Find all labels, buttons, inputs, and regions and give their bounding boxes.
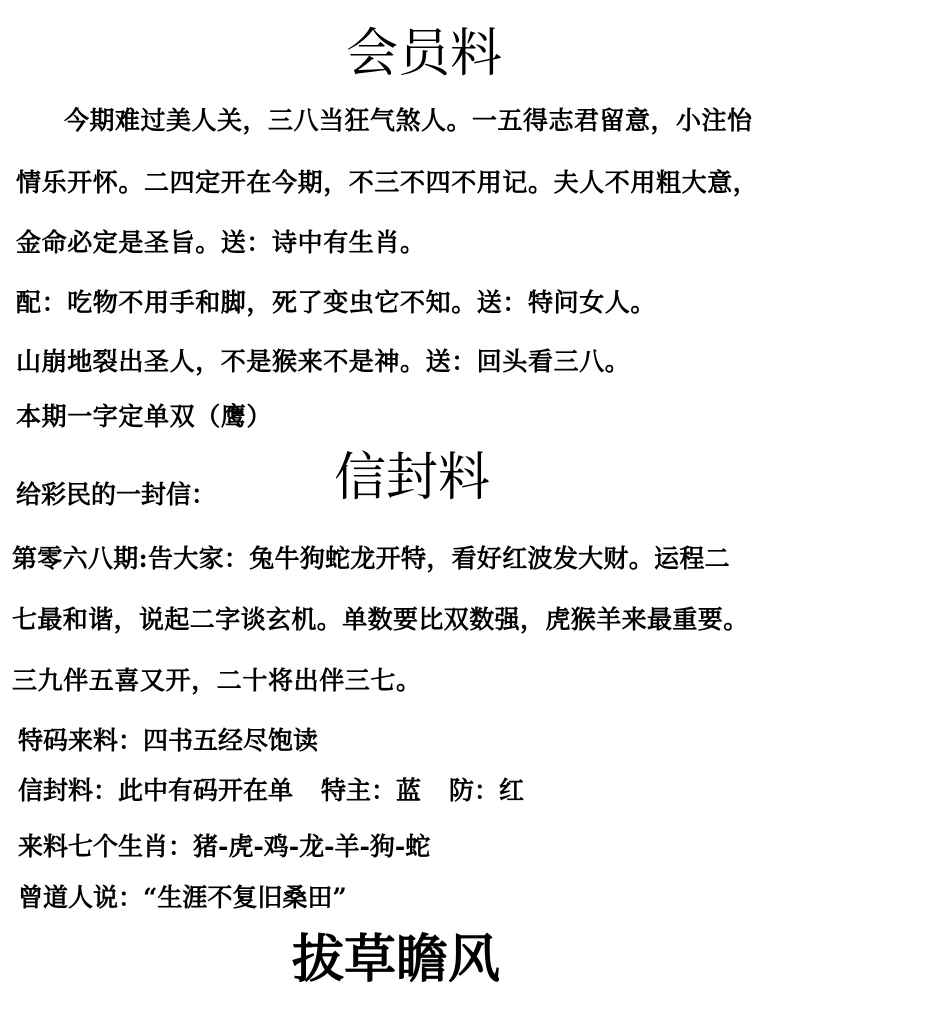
- section-title-xinfeng: 信封料: [334, 448, 491, 508]
- text-line: 七最和谐，说起二字谈玄机。单数要比双数强，虎猴羊来最重要。: [12, 605, 749, 634]
- xinfeng-line: [18, 776, 524, 806]
- text-line: 今期难过美人关，三八当狂气煞人。一五得志君留意，小注怡: [64, 106, 753, 135]
- text-line: 金命必定是圣旨。送：诗中有生肖。: [16, 228, 426, 257]
- letter-intro: 给彩民的一封信：: [16, 480, 217, 509]
- fang-text: 防：红: [449, 776, 525, 805]
- text-line: 本期一字定单双（鹰）: [16, 402, 273, 431]
- daoren-line: 曾道人说：“生涯不复旧桑田”: [18, 883, 347, 912]
- text-line: 三九伴五喜又开，二十将出伴三七。: [12, 666, 422, 695]
- footer-title: 拔草瞻风: [292, 930, 501, 990]
- xinfeng-text: 信封料：此中有码开在单: [18, 776, 294, 805]
- text-line: 山崩地裂出圣人，不是猴来不是神。送：回头看三八。: [16, 347, 631, 376]
- section-title-huiyuan: 会员料: [346, 24, 503, 84]
- text-line: 配：吃物不用手和脚，死了变虫它不知。送：特问女人。: [16, 288, 657, 317]
- shengxiao-line: 来料七个生肖：猪-虎-鸡-龙-羊-狗-蛇: [18, 832, 431, 861]
- zhu-text: 特主：蓝: [321, 776, 422, 805]
- tema-line: 特码来料：四书五经尽饱读: [18, 726, 319, 755]
- text-line: 第零六八期:告大家：兔牛狗蛇龙开特，看好红波发大财。运程二: [12, 544, 730, 573]
- text-line: 情乐开怀。二四定开在今期，不三不四不用记。夫人不用粗大意，: [16, 168, 759, 197]
